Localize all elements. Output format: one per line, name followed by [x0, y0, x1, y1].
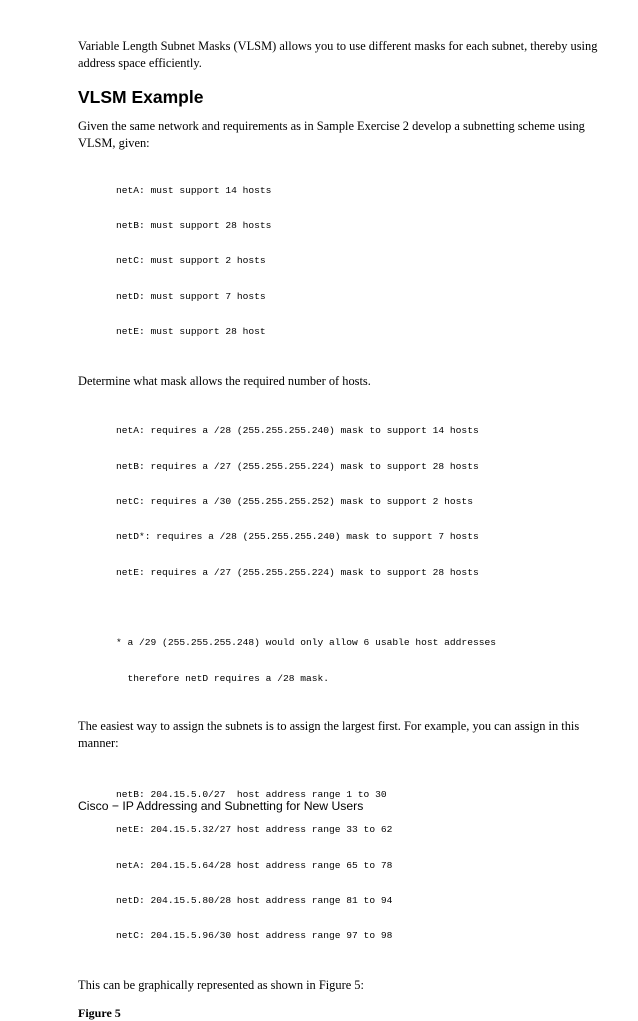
requirement-line: netC: must support 2 hosts	[116, 255, 266, 267]
assignment-line: netC: 204.15.5.96/30 host address range 97 to 98	[116, 930, 393, 942]
mask-line: netE: requires a /27 (255.255.255.224) mask to support 28 hosts	[116, 566, 479, 578]
mask-line: netD*: requires a /28 (255.255.255.240) mask to support 7 hosts	[116, 531, 479, 543]
intro-paragraph: Variable Length Subnet Masks (VLSM) allows you to use different masks for each subnet, thereby using address space efficiently.	[78, 39, 598, 70]
note-line: * a /29 (255.255.255.248) would only allow 6 usable host addresses	[116, 637, 496, 649]
note-line: therefore netD requires a /28 mask.	[116, 672, 330, 684]
requirement-line: netD: must support 7 hosts	[116, 290, 266, 302]
requirement-line: netA: must support 14 hosts	[116, 184, 272, 196]
assignments-code-block	[78, 765, 608, 966]
page-content	[78, 38, 608, 1021]
determine-paragraph: Determine what mask allows the required number of hosts.	[78, 373, 371, 388]
graph-paragraph: This can be graphically represented as shown in Figure 5:	[78, 977, 364, 992]
mask-line: netB: requires a /27 (255.255.255.224) mask to support 28 hosts	[116, 460, 479, 472]
assignment-line: netA: 204.15.5.64/28 host address range 65 to 78	[116, 859, 393, 871]
given-paragraph: Given the same network and requirements as in Sample Exercise 2 develop a subnetting scheme using VLSM, given:	[78, 119, 585, 150]
page-footer: Cisco − IP Addressing and Subnetting for New Users	[78, 799, 364, 813]
section-title: VLSM Example	[78, 87, 204, 107]
requirements-code-block	[78, 161, 608, 362]
assignment-line: netE: 204.15.5.32/27 host address range 33 to 62	[116, 824, 393, 836]
assignment-line: netD: 204.15.5.80/28 host address range 81 to 94	[116, 895, 393, 907]
requirement-line: netE: must support 28 host	[116, 326, 266, 338]
figure-label: Figure 5	[78, 1005, 121, 1020]
code-spacer-line	[116, 602, 608, 614]
assignment-line: netB: 204.15.5.0/27 host address range 1 to 30	[116, 788, 387, 800]
mask-line: netC: requires a /30 (255.255.255.252) mask to support 2 hosts	[116, 495, 473, 507]
masks-code-block	[78, 402, 608, 709]
requirement-line: netB: must support 28 hosts	[116, 219, 272, 231]
mask-line: netA: requires a /28 (255.255.255.240) mask to support 14 hosts	[116, 425, 479, 437]
easiest-paragraph: The easiest way to assign the subnets is to assign the largest first. For example, you can assign in this manner:	[78, 719, 580, 751]
